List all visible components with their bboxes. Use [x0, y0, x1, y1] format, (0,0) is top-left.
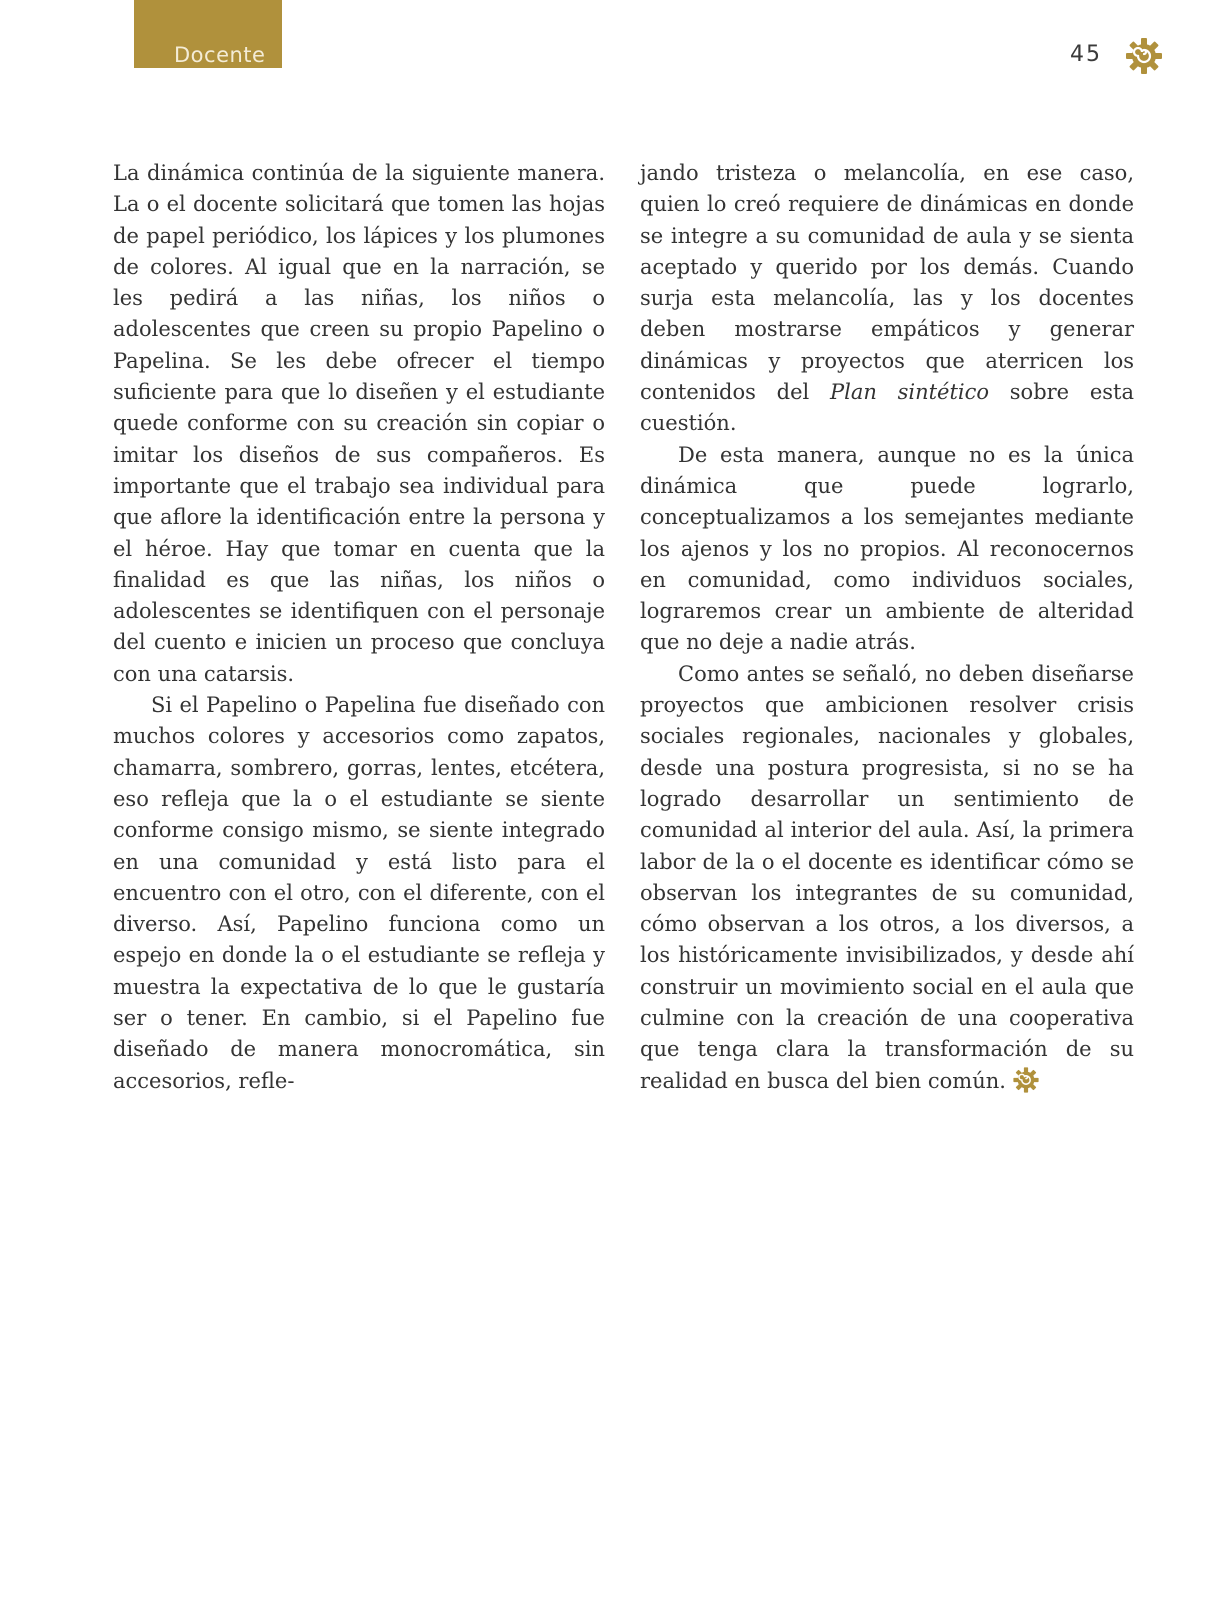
paragraph	[640, 659, 1134, 1097]
paragraph	[640, 158, 1134, 440]
paragraph-text: jando tristeza o melancolía, en ese caso, quien lo creó requiere de dinámicas en donde se integre a su comunidad de aula y se sienta aceptado y querido por los demás. Cuando surja esta melancolía, las y los docentes deben mostrarse empáticos y generar dinámicas y proyectos que aterricen los contenidos del	[640, 161, 1134, 405]
page-number: 45	[1070, 42, 1102, 67]
gear-ornament-icon	[1124, 36, 1164, 76]
italic-title: Plan sintético	[829, 380, 990, 405]
section-tab	[134, 0, 282, 68]
paragraph: La dinámica continúa de la siguiente manera. La o el docente solicitará que tomen las hojas de papel periódico, los lápices y los plumones de colores. Al igual que en la narración, se les pedirá a las niñas, los niños o adolescentes que creen su propio Papelino o Papelina. Se les debe ofrecer el tiempo suficiente para que lo diseñen y el estudiante quede conforme con su creación sin copiar o imitar los diseños de sus compañeros. Es importante que el trabajo sea individual para que aflore la identificación entre la persona y el héroe. Hay que tomar en cuenta que la finalidad es que las niñas, los niños o adolescentes se identifiquen con el personaje del cuento e inicien un proceso que concluya con una catarsis.	[113, 161, 605, 686]
right-text-column	[640, 158, 1134, 1097]
end-gear-ornament-icon	[1012, 1066, 1040, 1094]
left-text-column	[113, 158, 605, 1097]
paragraph-text: sobre esta cuestión.	[640, 380, 1135, 436]
paragraph: Si el Papelino o Papelina fue diseñado con muchos colores y accesorios como zapatos, chamarra, sombrero, gorras, lentes, etcétera, eso refleja que la o el estudiante se siente conforme consigo mismo, se siente integrado en una comunidad y está listo para el encuentro con el otro, con el diferente, con el diverso. Así, Papelino funciona como un espejo en donde la o el estudiante se refleja y muestra la expectativa de lo que le gustaría ser o tener. En cambio, si el Papelino fue diseñado de manera monocromática, sin accesorios, refle-	[113, 693, 605, 1093]
section-label: Docente	[174, 43, 266, 67]
paragraph: De esta manera, aunque no es la única dinámica que puede lograrlo, conceptualizamos a los semejantes mediante los ajenos y los no propios. Al reconocernos en comunidad, como individuos sociales, lograremos crear un ambiente de alteridad que no deje a nadie atrás.	[640, 442, 1134, 655]
paragraph-text: Como antes se señaló, no deben diseñarse proyectos que ambicionen resolver crisis sociales regionales, nacionales y globales, desde una postura progresista, si no se ha logrado desarrollar un sentimiento de comunidad al interior del aula. Así, la primera labor de la o el docente es identificar cómo se observan los integrantes de su comunidad, cómo observan a los otros, a los diversos, a los históricamente invisibilizados, y desde ahí construir un movimiento social en el aula que culmine con la creación de una cooperativa que tenga clara la transformación de su realidad en busca del bien común.	[640, 661, 1134, 1093]
